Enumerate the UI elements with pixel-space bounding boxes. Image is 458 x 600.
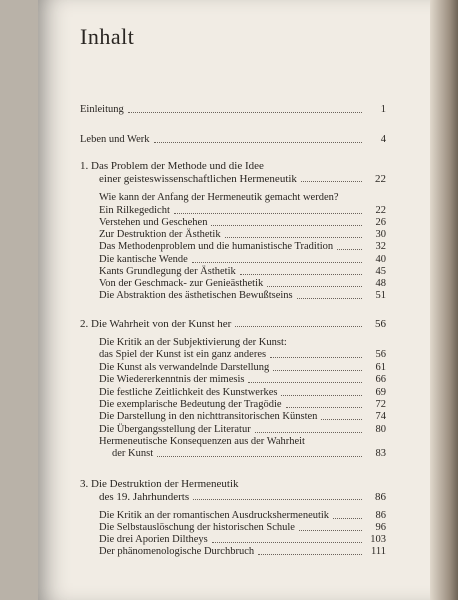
leader-dots [321, 419, 362, 420]
leader-dots [281, 395, 362, 396]
chapter-1-heading-line1: 1. Das Problem der Methode und die Idee [80, 160, 264, 172]
chapter-2-heading [80, 318, 386, 330]
leader-dots [192, 262, 362, 263]
toc-entry-page: 4 [380, 134, 386, 145]
chapter-3-heading [99, 491, 386, 503]
toc-entry-label: das Spiel der Kunst ist ein ganz anderes [99, 349, 267, 360]
toc-entry [99, 510, 386, 522]
leader-dots [258, 554, 362, 555]
toc-entry [99, 374, 386, 386]
chapter-1-heading [99, 173, 386, 185]
toc-entry-page: 66 [375, 374, 386, 385]
toc-entry [99, 349, 386, 361]
toc-entry-page: 56 [375, 349, 386, 360]
chapter-1-intro: Wie kann der Anfang der Hermeneutik gemacht werden? [99, 192, 339, 203]
toc-entry-label: Das Methodenproblem und die humanistische Tradition [99, 241, 334, 252]
toc-entry-label: Einleitung [80, 104, 124, 115]
toc-entry [99, 424, 386, 436]
toc-title: Inhalt [80, 24, 135, 49]
leader-dots [286, 407, 362, 408]
toc-entry-page: 1 [380, 104, 386, 115]
toc-entry-page: 72 [375, 399, 386, 410]
toc-entry-page: 32 [375, 241, 386, 252]
toc-entry-page: 22 [375, 205, 386, 216]
chapter-3-heading-line1: 3. Die Destruktion der Hermeneutik [80, 478, 239, 490]
chapter-heading-label: einer geisteswissenschaftlichen Hermeneutik [99, 173, 297, 185]
toc-entry-label: Die kantische Wende [99, 254, 188, 265]
toc-entry [99, 229, 386, 241]
leader-dots [157, 456, 362, 457]
toc-entry-page: 40 [375, 254, 386, 265]
toc-entry-page: 51 [375, 290, 386, 301]
toc-entry-label: Die Wiedererkenntnis der mimesis [99, 374, 245, 385]
toc-entry [99, 266, 386, 278]
leader-dots [225, 237, 362, 238]
toc-entry-page: 103 [370, 534, 386, 545]
chapter-2-outro-line1: Hermeneutische Konsequenzen aus der Wahrheit [99, 436, 305, 447]
toc-entry-label: Von der Geschmack- zur Genieästhetik [99, 278, 264, 289]
toc-entry-page: 26 [375, 217, 386, 228]
toc-entry-label: Die Übergangsstellung der Literatur [99, 424, 251, 435]
toc-entry [99, 387, 386, 399]
toc-entry-label: Verstehen und Geschehen [99, 217, 208, 228]
toc-entry [99, 522, 386, 534]
leader-dots [301, 181, 362, 182]
toc-entry [99, 411, 386, 423]
leader-dots [299, 530, 362, 531]
leader-dots [273, 370, 362, 371]
toc-entry-page: 30 [375, 229, 386, 240]
leader-dots [337, 249, 362, 250]
toc-entry [99, 362, 386, 374]
leader-dots [128, 112, 362, 113]
toc-entry-page: 45 [375, 266, 386, 277]
leader-dots [248, 382, 362, 383]
toc-entry-label: Die festliche Zeitlichkeit des Kunstwerkes [99, 387, 278, 398]
leader-dots [211, 225, 362, 226]
chapter-2-intro: Die Kritik an der Subjektivierung der Kunst: [99, 337, 287, 348]
toc-entry [99, 278, 386, 290]
toc-entry [99, 399, 386, 411]
toc-entry [99, 205, 386, 217]
toc-entry-label: Die drei Aporien Diltheys [99, 534, 208, 545]
chapter-page: 56 [375, 318, 386, 330]
toc-entry-label: Der phänomenologische Durchbruch [99, 546, 255, 557]
toc-entry [99, 546, 386, 558]
toc-entry-page: 111 [371, 546, 386, 557]
toc-entry-label: der Kunst [112, 448, 154, 459]
toc-entry-leben [80, 134, 386, 146]
toc-entry-page: 48 [375, 278, 386, 289]
toc-entry-label: Die Darstellung in den nichttransitorischen Künsten [99, 411, 318, 422]
chapter-2-outro [112, 448, 386, 460]
leader-dots [297, 298, 362, 299]
chapter-heading-label: des 19. Jahrhunderts [99, 491, 190, 503]
toc-entry-label: Die Kunst als verwandelnde Darstellung [99, 362, 270, 373]
chapter-heading-label: 2. Die Wahrheit von der Kunst her [80, 318, 232, 330]
toc-entry-page: 83 [375, 448, 386, 459]
toc-entry-label: Die exemplarische Bedeutung der Tragödie [99, 399, 282, 410]
leader-dots [235, 326, 362, 327]
leader-dots [212, 542, 362, 543]
toc-entry-label: Die Abstraktion des ästhetischen Bewußtseins [99, 290, 293, 301]
leader-dots [174, 213, 362, 214]
leader-dots [267, 286, 362, 287]
toc-entry-page: 80 [375, 424, 386, 435]
toc-entry [99, 534, 386, 546]
toc-entry [99, 241, 386, 253]
page-edge [430, 0, 458, 600]
toc-entry-label: Zur Destruktion der Ästhetik [99, 229, 221, 240]
leader-dots [255, 432, 362, 433]
toc-entry-page: 61 [375, 362, 386, 373]
toc-entry-page: 74 [375, 411, 386, 422]
toc-entry-page: 86 [375, 510, 386, 521]
toc-entry [99, 290, 386, 302]
toc-entry-einleitung [80, 104, 386, 116]
toc-entry-label: Ein Rilkegedicht [99, 205, 170, 216]
leader-dots [270, 357, 362, 358]
leader-dots [193, 499, 362, 500]
leader-dots [240, 274, 362, 275]
leader-dots [154, 142, 362, 143]
toc-entry-label: Die Kritik an der romantischen Ausdruckshermeneutik [99, 510, 330, 521]
toc-entry-label: Kants Grundlegung der Ästhetik [99, 266, 236, 277]
toc-entry-page: 96 [375, 522, 386, 533]
toc-entry-page: 69 [375, 387, 386, 398]
toc-entry [99, 217, 386, 229]
chapter-page: 86 [375, 491, 386, 503]
toc-entry [99, 254, 386, 266]
toc-entry-label: Die Selbstauslöschung der historischen Schule [99, 522, 295, 533]
leader-dots [333, 518, 362, 519]
toc-entry-label: Leben und Werk [80, 134, 150, 145]
chapter-page: 22 [375, 173, 386, 185]
